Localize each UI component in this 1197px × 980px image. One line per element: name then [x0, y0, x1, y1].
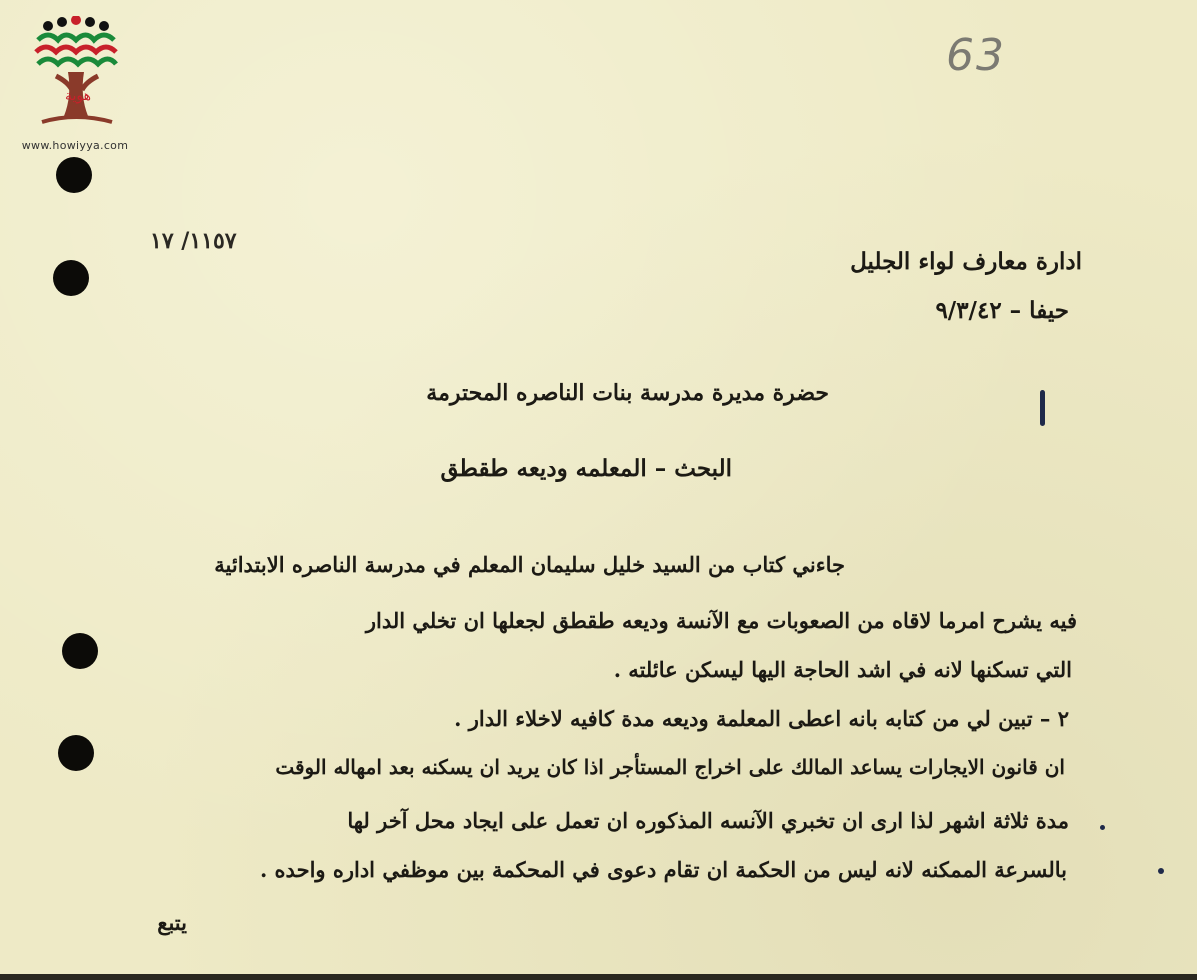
scan-bottom-edge — [0, 974, 1197, 980]
continued-label: يتبع — [157, 910, 187, 935]
punch-hole — [62, 633, 98, 669]
addressee-line: حضرة مديرة مدرسة بنات الناصره المحترمة — [426, 380, 829, 406]
logo-url: www.howiyya.com — [21, 139, 129, 152]
body-line: ٢ – تبين لي من كتابه بانه اعطى المعلمة وديعه مدة كافيه لاخلاء الدار . — [454, 706, 1069, 731]
punch-hole — [56, 157, 92, 193]
punch-hole — [58, 735, 94, 771]
page-number: 63 — [946, 30, 1006, 81]
ink-speck — [1100, 825, 1105, 830]
reference-number: ١١٥٧/ ١٧ — [150, 228, 237, 254]
body-line: فيه يشرح امرما لاقاه من الصعوبات مع الآنسة وديعه طقطق لجعلها ان تخلي الدار — [365, 608, 1077, 633]
ink-mark — [1040, 390, 1045, 426]
date-line: حيفا – ٩/٣/٤٢ — [935, 297, 1069, 324]
body-line: التي تسكنها لانه في اشد الحاجة اليها ليسكن عائلته . — [613, 657, 1072, 682]
howiyya-logo — [14, 16, 136, 156]
body-line: مدة ثلاثة اشهر لذا ارى ان تخبري الآنسه المذكوره ان تعمل على ايجاد محل آخر لها — [347, 808, 1069, 833]
body-line: ان قانون الايجارات يساعد المالك على اخراج المستأجر اذا كان يريد ان يسكنه بعد امهاله الوقت — [275, 755, 1065, 779]
ink-speck — [1158, 868, 1164, 874]
family-tree-icon — [28, 16, 124, 134]
body-line: بالسرعة الممكنه لانه ليس من الحكمة ان تقام دعوى في المحكمة بين موظفي اداره واحده . — [259, 857, 1067, 882]
svg-text:هوية: هوية — [64, 88, 92, 104]
punch-hole — [53, 260, 89, 296]
subject-line: البحث – المعلمه وديعه طقطق — [440, 455, 732, 482]
department-heading: ادارة معارف لواء الجليل — [850, 248, 1082, 275]
body-line: جاءني كتاب من السيد خليل سليمان المعلم في مدرسة الناصره الابتدائية — [214, 552, 845, 577]
